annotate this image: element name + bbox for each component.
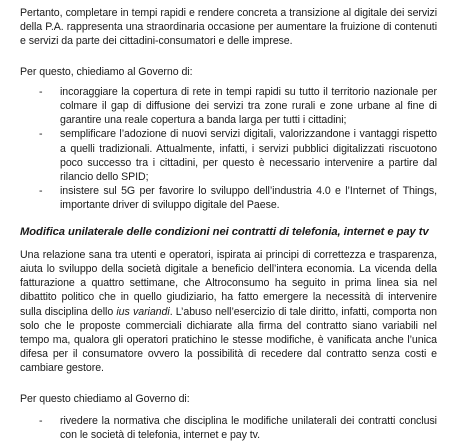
intro-paragraph: Pertanto, completare in tempi rapidi e rendere concreta a transizione al digitale dei servizi della P.A. rappresenta una straordinaria occasione per aumentare la fruizione di contenuti e servizi da parte dei cittadini-consumatori e delle imprese. — [20, 7, 437, 48]
section-body-part-2: . L’abuso nell’esercizio di tale diritto, infatti, comporta non solo che le proposte commerciali dichiarate alla firma del contratto siano variabili nel tempo ma, qualora gli operatori pratichino le stesse modifiche, è vanificata anche l’unica difesa per il consumatore ovvero la possibilità di recedere dal contratto senza costi e cambiare gestore. — [20, 305, 437, 375]
section-body-term: ius variandi — [116, 305, 170, 318]
section-body-part-1: Una relazione sana tra utenti e operatori, ispirata ai principi di correttezza e trasparenza, aiuta lo sviluppo della società digitale a beneficio dell’intera economia. La vicenda della fatturazione a quattro settimane, che Altroconsumo ha seguito in prima linea sia nel dibattito politico che in quello giudiziario, ha fatto emergere la necessità di intervenire sulla disciplina dello — [20, 248, 437, 318]
section-title: Modifica unilaterale delle condizioni nei contratti di telefonia, internet e pay tv — [20, 225, 429, 238]
request-item-unilateral-changes: - rivedere la normativa che disciplina le modifiche unilaterali dei contratti conclusi con le società di telefonia, internet e pay tv. — [39, 414, 437, 442]
request-item-coverage: - incoraggiare la copertura di rete in tempi rapidi su tutto il territorio nazionale per colmare il gap di diffusione dei servizi tra zone rurali e zone urbane al fine di garantire una reale copertura a banda larga per tutti i cittadini; — [39, 85, 437, 128]
request-list-2 — [20, 414, 437, 442]
request-item-5g: - insistere sul 5G per favorire lo sviluppo dell’industria 4.0 e l’Internet of Things, importante driver di sviluppo digitale del Paese. — [39, 184, 437, 212]
request-lead-1: Per questo, chiediamo al Governo di: — [20, 65, 193, 78]
section-body-paragraph — [20, 248, 437, 376]
request-list-1 — [20, 85, 437, 213]
request-item-digital-services: - semplificare l’adozione di nuovi servizi digitali, valorizzandone i vantaggi rispetto a quelli tradizionali. Attualmente, infatti, i servizi pubblici digitalizzati riscuotono poco successo tra i cittadini, per questo è necessario intervenire a partire dal rilancio dello SPID; — [39, 127, 437, 184]
request-lead-2: Per questo chiediamo al Governo di: — [20, 392, 190, 405]
